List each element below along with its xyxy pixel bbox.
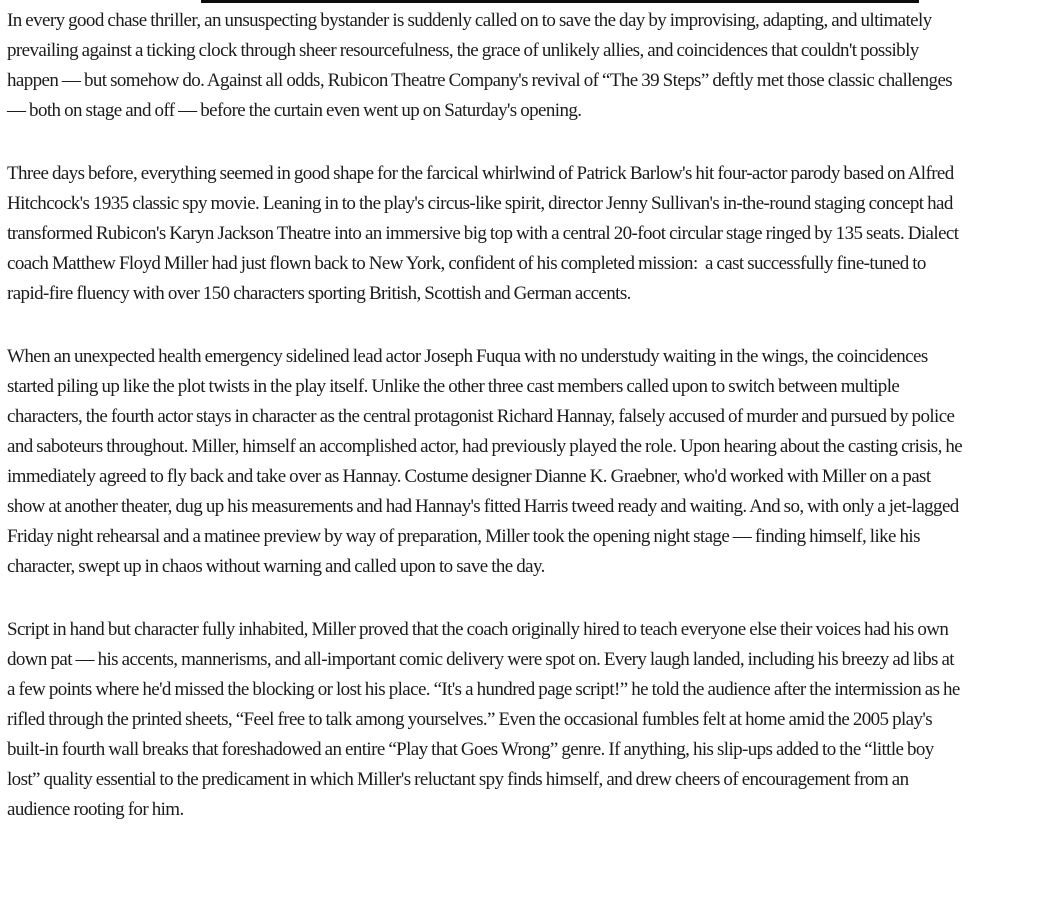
paragraph-background: Three days before, everything seemed in good shape for the farcical whirlwind of Patrick Barlow's hit four-actor parody based on Alfred Hitchcock's 1935 classic spy movie. Leaning in to the play's circus-like spirit, director Jenny Sullivan's in-the-round staging concept had transformed Rubicon's Karyn Jackson Theatre into an immersive big top with a central 20-foot circular stage ringed by 135 seats. Dialect coach Matthew Floyd Miller had just flown back to New York, confident of his completed mission: a cast successfully fine-tuned to rapid-fire fluency with over 150 characters sporting British, Scottish and German accents. <box>7 163 963 304</box>
paragraph-intro: In every good chase thriller, an unsuspecting bystander is suddenly called on to save the day by improvising, adapting, and ultimately prevailing against a ticking clock through sheer resourcefulness, the grace of unlikely allies, and coincidences that couldn't possibly happen — but somehow do. Against all odds, Rubicon Theatre Company's revival of “The 39 Steps” deftly met those classic challenges — both on stage and off — before the curtain even went up on Saturday's opening. <box>7 10 956 121</box>
cropped-header-bar <box>201 0 919 3</box>
article-body <box>7 6 965 825</box>
paragraph-casting-crisis: When an unexpected health emergency sidelined lead actor Joseph Fuqua with no understudy waiting in the wings, the coincidences started piling up like the plot twists in the play itself. Unlike the other three cast members called upon to switch between multiple characters, the fourth actor stays in character as the central protagonist Richard Hannay, falsely accused of murder and pursued by police and saboteurs throughout. Miller, himself an accomplished actor, had previously played the role. Upon hearing about the casting crisis, he immediately agreed to fly back and take over as Hannay. Costume designer Dianne K. Graebner, who'd worked with Miller on a past show at another theater, dug up his measurements and had Hannay's fitted Harris tweed ready and waiting. And so, with only a jet-lagged Friday night rehearsal and a matinee preview by way of preparation, Miller took the opening night stage — finding himself, like his character, swept up in chaos without warning and called upon to save the day. <box>7 346 966 577</box>
paragraph-performance: Script in hand but character fully inhabited, Miller proved that the coach originally hired to teach everyone else their voices had his own down pat — his accents, mannerisms, and all-important comic delivery were spot on. Every laugh landed, including his breezy ad libs at a few points where he'd missed the blocking or lost his place. “It's a hundred page script!” he told the audience after the intermission as he rifled through the printed sheets, “Feel free to talk among yourselves.” Even the occasional fumbles felt at home amid the 2005 play's built-in fourth wall breaks that foreshadowed an entire “Play that Goes Wrong” genre. If anything, his slip-ups added to the “little boy lost” quality essential to the predicament in which Miller's reluctant spy finds himself, and drew cheers of encouragement from an audience rooting for him. <box>7 619 964 820</box>
